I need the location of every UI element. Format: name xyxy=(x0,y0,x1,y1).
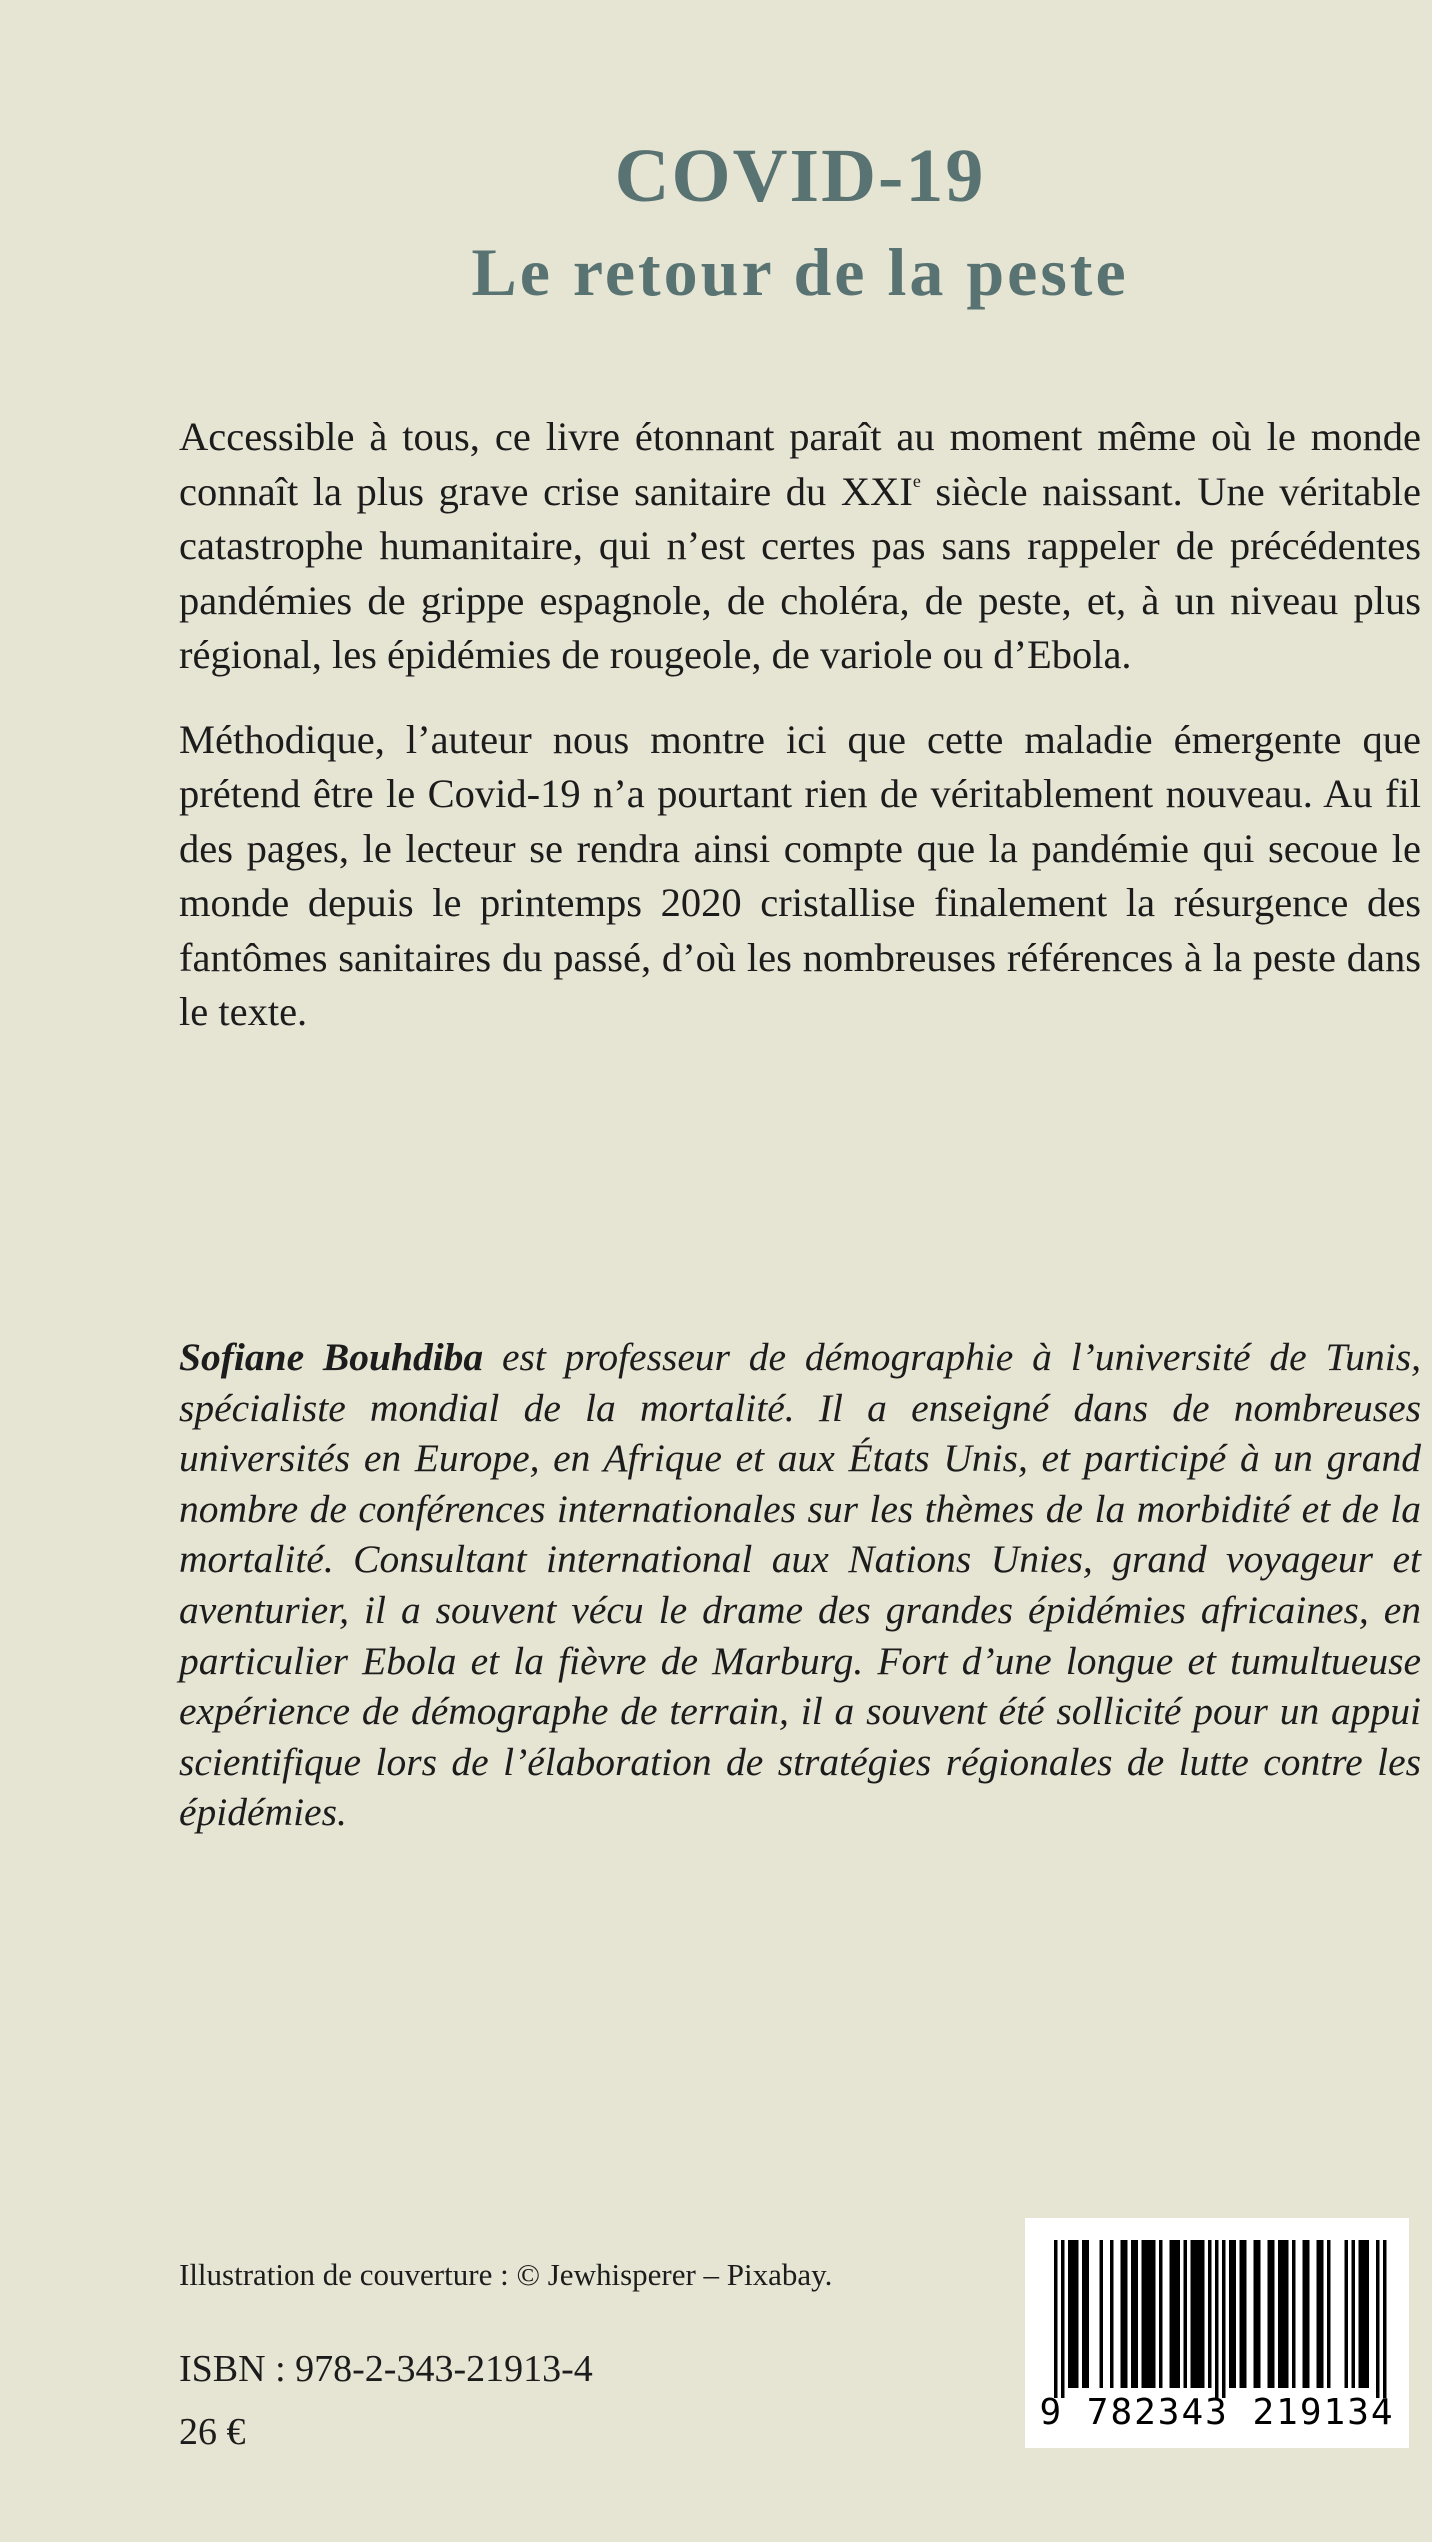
barcode-bar xyxy=(1124,2240,1128,2388)
barcode-bar xyxy=(1306,2240,1310,2388)
blurb-paragraph-2: Méthodique, l’auteur nous montre ici que cette maladie émergente que prétend être le Covid-19 n’a pourtant rien de véritablement nouveau. Au fil des pages, le lecteur se rendra ainsi compte que la pandémie qui secoue le monde depuis le printemps 2020 cristallise finalement la résurgence des fantômes sanitaires du passé, d’où les nombreuses références à la peste dans le texte. xyxy=(179,716,1421,1034)
author-name: Sofiane Bouhdiba xyxy=(179,1335,484,1379)
barcode-digits: 9 782343 219134 xyxy=(1039,2392,1395,2433)
price: 26 € xyxy=(179,2411,246,2453)
author-bio-text: est professeur de démographie à l’université de Tunis, spécialiste mondial de la mortalité. Il a enseigné dans de nombreuses universités en Europe, en Afrique et aux États Unis, et participé à un grand nombre de conférences internationales sur les thèmes de la morbidité et de la mortalité. Consultant international aux Nations Unies, grand voyageur et aventurier, il a souvent vécu le drame des grandes épidémies africaines, en particulier Ebola et la fièvre de Marburg. Fort d’une longue et tumultueuse expérience de démographe de terrain, il a souvent été sollicité pour un appui scientifique lors de l’élaboration de stratégies régionales de lutte contre les épidémies. xyxy=(179,1335,1421,1835)
barcode-bar xyxy=(1086,2240,1090,2388)
book-title: COVID-19 xyxy=(614,134,986,218)
barcode-bar xyxy=(1303,2240,1307,2388)
barcode-bar xyxy=(1320,2240,1324,2388)
barcode-bar xyxy=(1222,2240,1226,2398)
barcode-bar xyxy=(1215,2240,1219,2398)
barcode-bar xyxy=(1131,2240,1135,2388)
barcode-bar xyxy=(1152,2240,1156,2388)
barcode-bar xyxy=(1142,2240,1146,2388)
barcode-bar xyxy=(1170,2240,1174,2388)
barcode-bar xyxy=(1366,2240,1370,2388)
barcode-bar xyxy=(1054,2240,1058,2398)
barcode-bar xyxy=(1159,2240,1163,2388)
barcode-bar xyxy=(1201,2240,1205,2388)
blurb-paragraph-1 xyxy=(179,410,1421,683)
barcode-bar xyxy=(1268,2240,1272,2388)
isbn: ISBN : 978-2-343-21913-4 xyxy=(179,2348,593,2390)
barcode-bar xyxy=(1229,2240,1233,2388)
barcode-bar xyxy=(1208,2240,1212,2388)
barcode-bar xyxy=(1278,2240,1282,2388)
barcode-bar xyxy=(1149,2240,1153,2388)
barcode-bar xyxy=(1184,2240,1188,2388)
barcode-bar xyxy=(1282,2240,1286,2388)
barcode-bar xyxy=(1271,2240,1275,2388)
author-bio xyxy=(179,1332,1421,1838)
blurb-p1-text-b: siècle naissant. Une véritable catastrophe humanitaire, qui n’est certes pas sans rappeler de précédentes pandémies de grippe espagnole, de choléra, de peste, et, à un niveau plus régional, les épidémies de rougeole, de variole ou d’Ebola. xyxy=(179,468,1421,677)
barcode-bar xyxy=(1075,2240,1079,2388)
barcode-bar xyxy=(1194,2240,1198,2388)
barcode-bar xyxy=(1240,2240,1244,2388)
barcode-bar xyxy=(1352,2240,1356,2388)
barcode-bar xyxy=(1327,2240,1331,2388)
barcode-bar xyxy=(1376,2240,1380,2398)
title-block xyxy=(0,130,1432,322)
barcode-bar xyxy=(1068,2240,1072,2388)
cover-credit: Illustration de couverture : © Jewhisperer – Pixabay. xyxy=(179,2257,833,2292)
barcode-bar xyxy=(1121,2240,1125,2388)
barcode-bar xyxy=(1317,2240,1321,2388)
barcode-bar xyxy=(1061,2240,1065,2398)
blurb xyxy=(179,410,1421,1070)
barcode-bar xyxy=(1292,2240,1296,2388)
barcode-bar xyxy=(1100,2240,1104,2388)
barcode-bar xyxy=(1359,2240,1363,2388)
book-subtitle: Le retour de la peste xyxy=(471,234,1129,310)
barcode-bar xyxy=(1243,2240,1247,2388)
century-superscript: e xyxy=(912,470,921,491)
barcode xyxy=(1025,2218,1409,2448)
barcode-bar xyxy=(1383,2240,1387,2398)
barcode-bar xyxy=(1110,2240,1114,2388)
barcode-bar xyxy=(1362,2240,1366,2388)
barcode-bar xyxy=(1198,2240,1202,2388)
barcode-bar xyxy=(1257,2240,1261,2388)
barcode-bar xyxy=(1345,2240,1349,2388)
barcode-bar xyxy=(1173,2240,1177,2388)
blurb-p1-text-a: Accessible à tous, ce livre étonnant paraît au moment même où le monde connaît la plus grave crise sanitaire du XXI xyxy=(179,414,1421,514)
barcode-bar xyxy=(1254,2240,1258,2388)
barcode-bar xyxy=(1135,2240,1139,2388)
barcode-bar xyxy=(1072,2240,1076,2388)
barcode-bar xyxy=(1285,2240,1289,2388)
barcode-bar xyxy=(1233,2240,1237,2388)
barcode-bar xyxy=(1145,2240,1149,2388)
barcode-bar xyxy=(1191,2240,1195,2388)
barcode-bar xyxy=(1177,2240,1181,2388)
barcode-bar xyxy=(1082,2240,1086,2388)
